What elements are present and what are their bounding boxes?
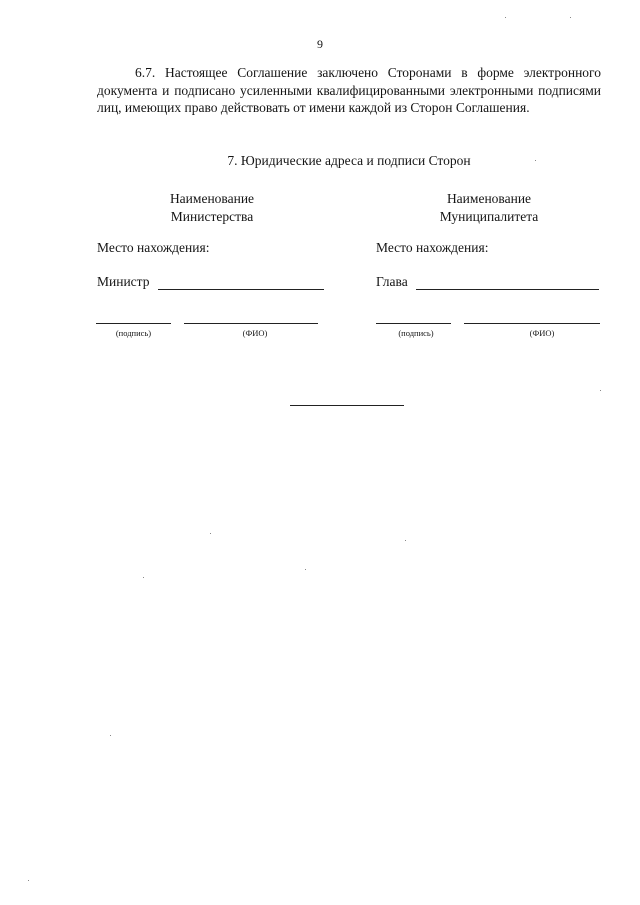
scan-speck [570, 17, 571, 18]
scan-speck [505, 17, 506, 18]
scan-speck [28, 880, 29, 881]
section-heading: 7. Юридические адреса и подписи Сторон [227, 153, 471, 168]
ministry-fio-line [184, 323, 318, 324]
municipality-location-label: Место нахождения: [376, 240, 489, 255]
scan-speck [210, 533, 211, 534]
municipality-name-line2: Муниципалитета [439, 209, 539, 224]
scan-speck [143, 577, 144, 578]
page-number: 9 [317, 37, 323, 51]
municipality-signature-caption: (подпись) [398, 328, 434, 338]
municipality-name-line1: Наименование [446, 191, 532, 206]
municipality-fio-caption: (ФИО) [529, 328, 555, 338]
end-separator-line [290, 405, 404, 406]
head-name-line [416, 289, 599, 290]
ministry-name-line1: Наименование [169, 191, 255, 206]
minister-name-line [158, 289, 324, 290]
scan-speck [110, 735, 111, 736]
municipality-fio-line [464, 323, 600, 324]
head-label: Глава [376, 274, 408, 289]
ministry-location-label: Место нахождения: [97, 240, 210, 255]
minister-label: Министр [97, 274, 150, 289]
ministry-signature-caption: (подпись) [115, 328, 152, 338]
municipality-name-block [376, 190, 602, 226]
scan-speck [535, 160, 536, 161]
paragraph-6-7: 6.7. Настоящее Соглашение заключено Сторонами в форме электронного документа и подписано усиленными квалифицированными электронными подписями лиц, имеющих право действовать от имени каждой из Сторон Соглашения. [97, 65, 601, 115]
scan-speck [600, 390, 601, 391]
scan-speck [305, 569, 306, 570]
ministry-name-block [97, 190, 327, 226]
municipality-signature-line [376, 323, 451, 324]
scan-speck [405, 540, 406, 541]
ministry-fio-caption: (ФИО) [242, 328, 268, 338]
ministry-signature-line [96, 323, 171, 324]
ministry-name-line2: Министерства [170, 209, 254, 224]
